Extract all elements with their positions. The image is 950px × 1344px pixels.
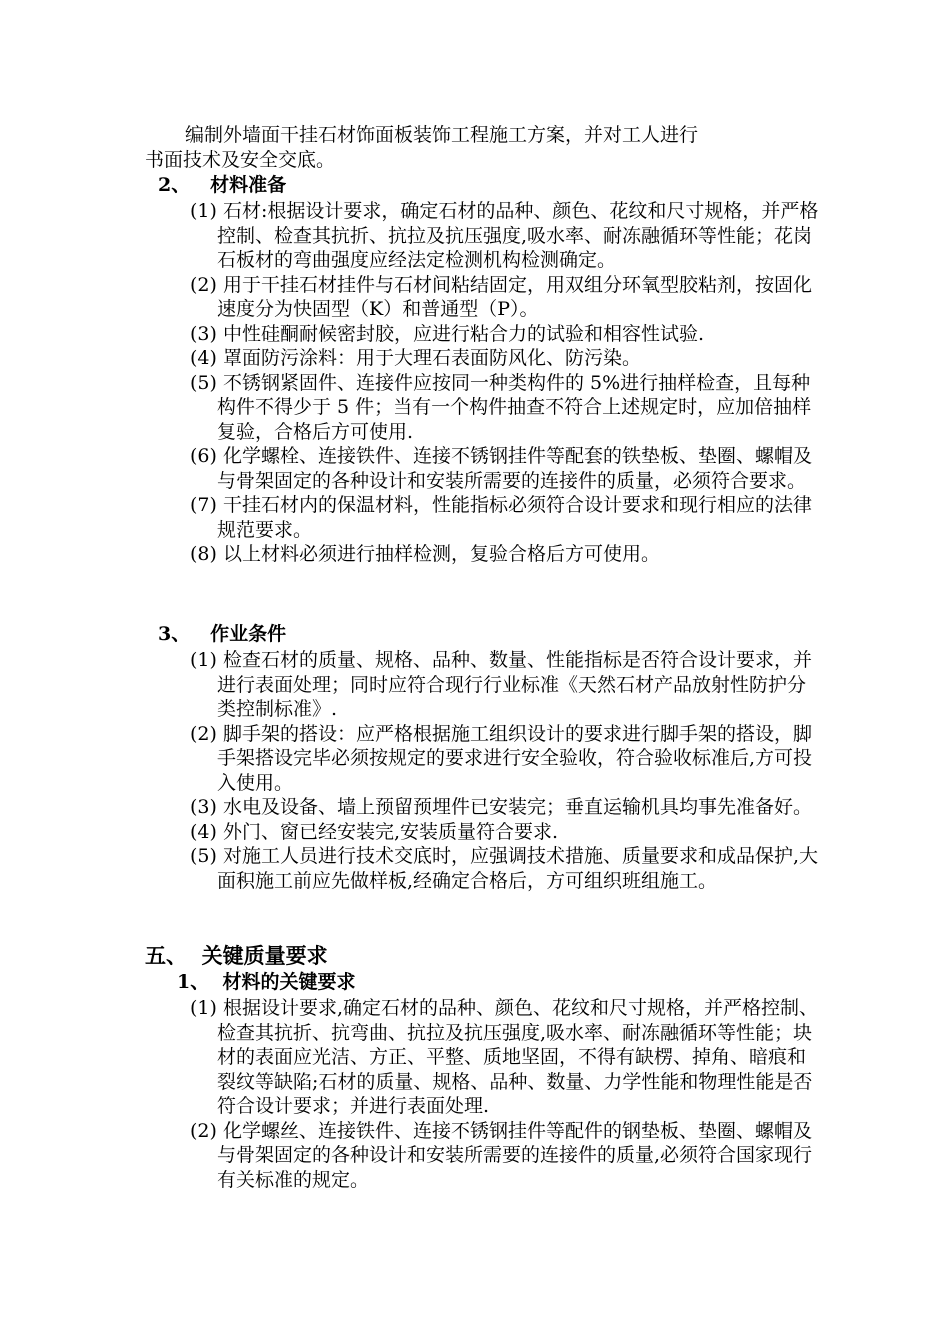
intro-paragraph	[145, 123, 817, 172]
section-2-heading	[158, 173, 286, 198]
list-item: (8) 以上材料必须进行抽样检测，复验合格后方可使用。	[190, 543, 660, 565]
list-item: (6) 化学螺栓、连接铁件、连接不锈钢挂件等配套的铁垫板、垫圈、螺帽及与骨架固定的各种设计和安装所需要的连接件的质量，必须符合要求。	[190, 445, 812, 492]
section-5-1-heading	[177, 970, 355, 995]
section-3-title: 作业条件	[210, 623, 287, 645]
list-item: (1) 石材:根据设计要求，确定石材的品种、颜色、花纹和尺寸规格，并严格控制、检查其抗折、抗拉及抗压强度,吸水率、耐冻融循环等性能；花岗石板材的弯曲强度应经法定检测机构检测确定。	[190, 200, 819, 271]
list-item: (5) 不锈钢紧固件、连接件应按同一种类构件的 5%进行抽样检查，且每种构件不得少于 5 件；当有一个构件抽查不符合上述规定时，应加倍抽样复验，合格后方可使用.	[190, 371, 812, 443]
section-2-list	[190, 199, 820, 567]
section-5-1-list	[190, 996, 820, 1192]
section-2-number: 2、	[158, 174, 191, 196]
intro-line-2: 书面技术及安全交底。	[145, 148, 336, 171]
list-item: (7) 干挂石材内的保温材料，性能指标必须符合设计要求和现行相应的法律规范要求。	[190, 494, 812, 541]
section-5-heading	[145, 944, 328, 969]
section-3-heading	[158, 622, 286, 647]
list-item: (3) 中性硅酮耐候密封胶，应进行粘合力的试验和相容性试验.	[190, 322, 704, 345]
list-item: (4) 罩面防污涂料：用于大理石表面防风化、防污染。	[190, 347, 641, 369]
list-item: (3) 水电及设备、墙上预留预埋件已安装完；垂直运输机具均事先准备好。	[190, 796, 812, 818]
list-item: (2) 脚手架的搭设：应严格根据施工组织设计的要求进行脚手架的搭设，脚手架搭设完毕必须按规定的要求进行安全验收，符合验收标准后,方可投入使用。	[190, 722, 813, 794]
list-item: (1) 根据设计要求,确定石材的品种、颜色、花纹和尺寸规格，并严格控制、检查其抗折、抗弯曲、抗拉及抗压强度,吸水率、耐冻融循环等性能；块材的表面应光洁、方正、平整、质地坚固，不得有缺楞、掉角、暗痕和裂纹等缺陷;石材的质量、规格、品种、数量、力学性能和物理性能是否符合设计要求；并进行表面处理.	[190, 997, 818, 1117]
list-item: (2) 化学螺丝、连接铁件、连接不锈钢挂件等配件的钢垫板、垫圈、螺帽及与骨架固定的各种设计和安装所需要的连接件的质量,必须符合国家现行有关标准的规定。	[190, 1119, 813, 1191]
intro-line-1: 编制外墙面干挂石材饰面板装饰工程施工方案，并对工人进行	[185, 124, 699, 146]
section-5-number: 五、	[145, 943, 187, 968]
list-item: (5) 对施工人员进行技术交底时，应强调技术措施、质量要求和成品保护,大面积施工前应先做样板,经确定合格后，方可组织班组施工。	[190, 845, 818, 892]
section-5-1-number: 1、	[177, 971, 210, 993]
section-5-1-title: 材料的关键要求	[222, 971, 356, 993]
list-item: (1) 检查石材的质量、规格、品种、数量、性能指标是否符合设计要求，并进行表面处理；同时应符合现行行业标准《天然石材产品放射性防护分类控制标准》.	[190, 649, 812, 720]
section-5-title: 关键质量要求	[201, 943, 328, 968]
section-3-number: 3、	[158, 623, 191, 645]
list-item: (2) 用于干挂石材挂件与石材间粘结固定，用双组分环氧型胶粘剂，按固化速度分为快固型（K）和普通型（P）。	[190, 273, 812, 320]
section-2-title: 材料准备	[210, 174, 287, 196]
list-item: (4) 外门、窗已经安装完,安装质量符合要求.	[190, 820, 559, 843]
section-3-list	[190, 648, 820, 893]
